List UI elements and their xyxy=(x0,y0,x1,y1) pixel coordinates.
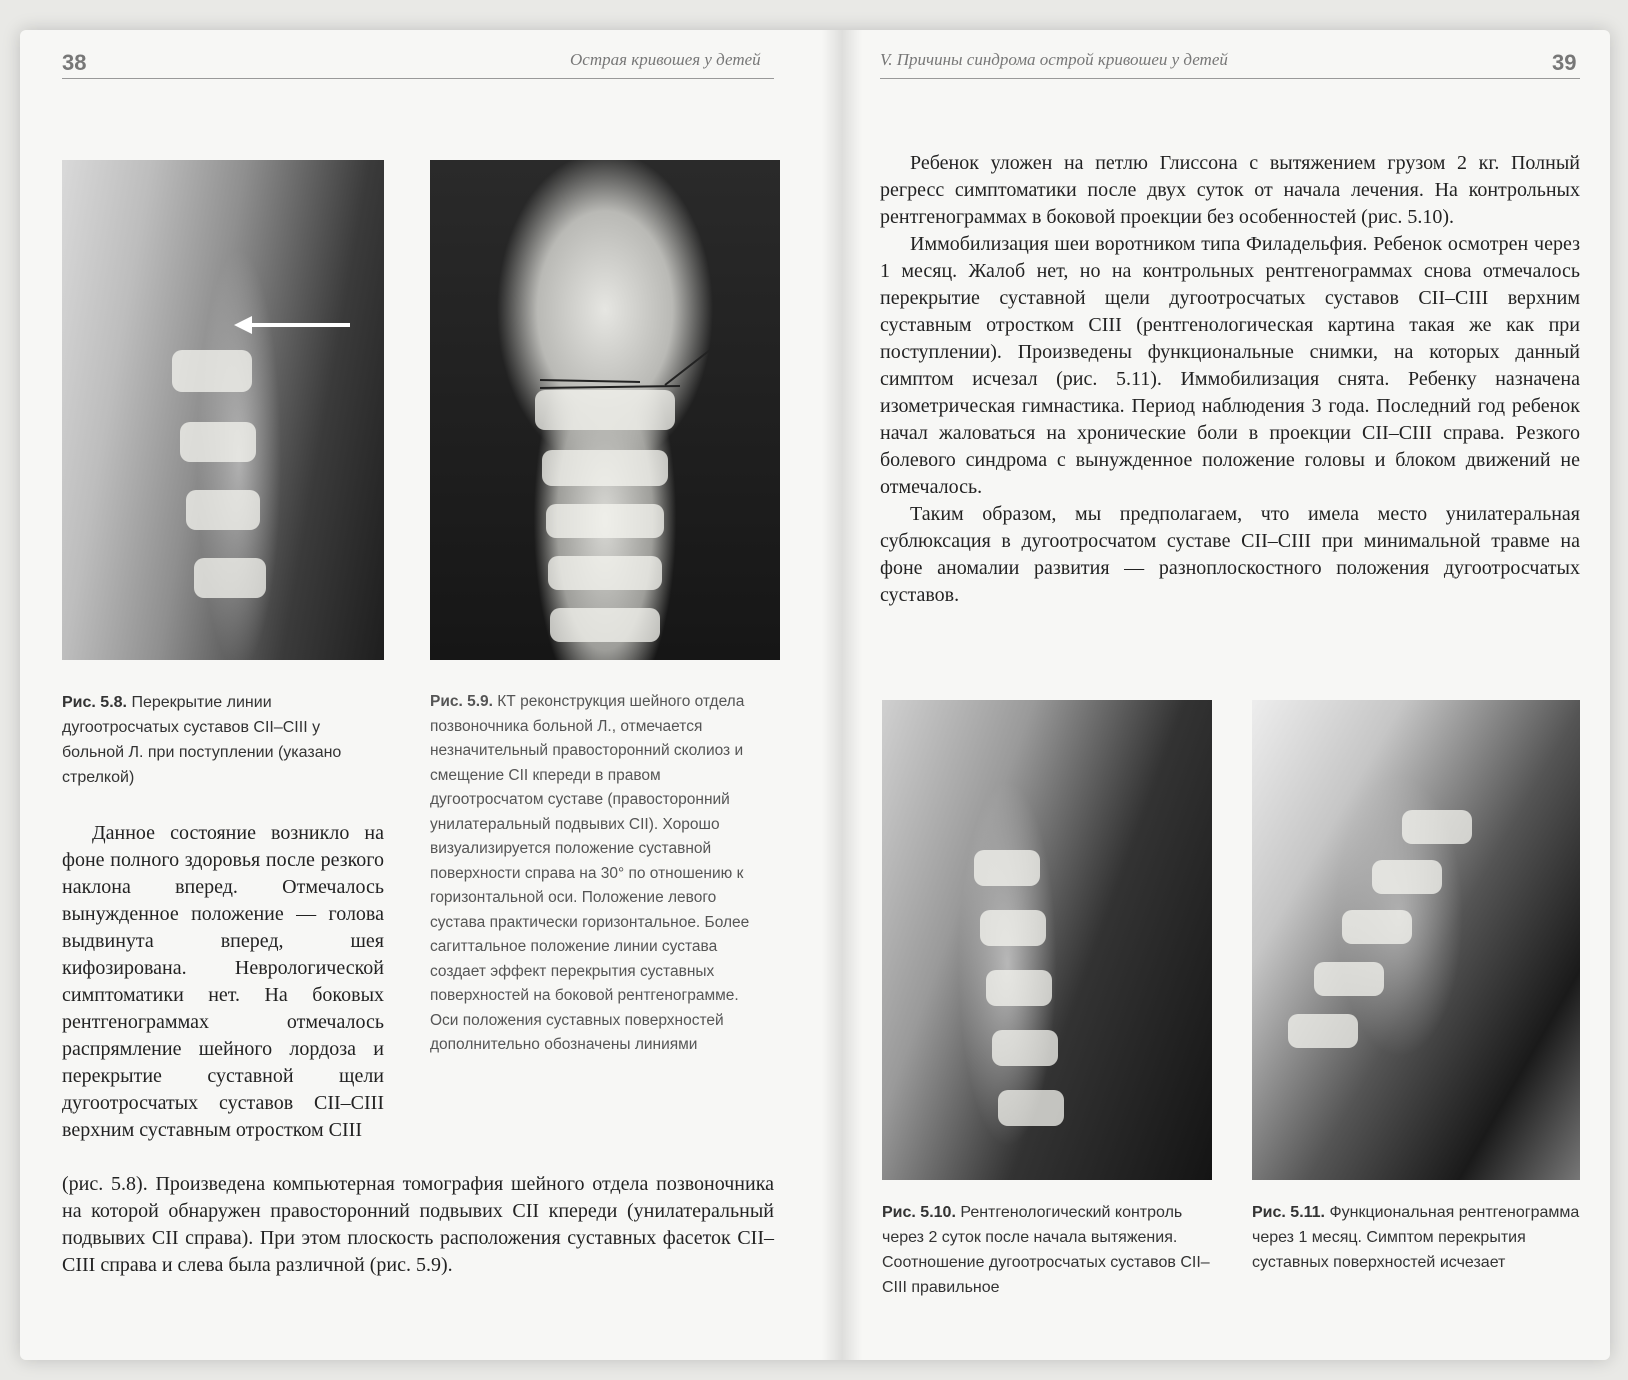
right-paragraph-3: Таким образом, мы предполагаем, что имела место унилатеральная сублюксация в дугоотросчатом суставе CII–CIII при минимальной травме на фоне аномалии развития — разноплоскостного положения дугоотросчатых суставов. xyxy=(880,503,1580,606)
figure-5-10-caption xyxy=(882,1200,1222,1300)
right-body xyxy=(880,150,1580,609)
figure-5-11-text: Функциональная рентгенограмма через 1 месяц. Симптом перекрытия суставных поверхностей исчезает xyxy=(1252,1204,1580,1271)
figure-5-10-label: Рис. 5.10. xyxy=(882,1204,956,1221)
right-paragraph-1: Ребенок уложен на петлю Глиссона с вытяжением грузом 2 кг. Полный регресс симптоматики после двух суток от начала лечения. На контрольных рентгенограммах в боковой проекции без особенностей (рис. 5.10). xyxy=(880,152,1580,228)
right-page-number: 39 xyxy=(1552,50,1577,75)
left-body-column-paragraph: Данное состояние возникло на фоне полного здоровья после резкого наклона вперед. Отмечалось вынужденное положение — голова выдвинута вперед, шея кифозирована. Неврологической симптоматики нет. На боковых рентгенограммах отмечалось распрямление шейного лордоза и перекрытие суставной щели дугоотросчатых суставов CII–CIII верхним суставным отростком CIII xyxy=(62,822,384,1141)
left-header-rule xyxy=(62,78,774,79)
figure-5-9-text: КТ реконструкция шейного отдела позвоночника больной Л., отмечается незначительный правосторонний сколиоз и смещение CII кпереди в правом дугоотросчатом суставе (правосторонний унилатеральный подвывих CII). Хорошо визуализируется положение суставной поверхности справа на 30° по отношению к горизонтальной оси. Положение левого сустава практически горизонтальное. Более сагиттальное положение линии сустава создает эффект перекрытия суставных поверхностей на боковой рентгенограмме. Оси положения суставных поверхностей дополнительно обозначены линиями xyxy=(430,693,750,1053)
figure-5-9-ct xyxy=(430,160,780,660)
figure-5-11-label: Рис. 5.11. xyxy=(1252,1204,1325,1221)
book-gutter xyxy=(822,30,862,1360)
right-paragraph-2: Иммобилизация шеи воротником типа Филадельфия. Ребенок осмотрен через 1 месяц. Жалоб нет, но на контрольных рентгенограммах снова отмечалось перекрытие суставной щели дугоотросчатых суставов CII–CIII верхним суставным отростком CIII (рентгенологическая картина такая же как при поступлении). Произведены функциональные снимки, на которых данный симптом исчезал (рис. 5.11). Иммобилизация снята. Ребенку назначена изометрическая гимнастика. Период наблюдения 3 года. Последний год ребенок начал жаловаться на хронические боли в проекции CII–CIII справа. Резкого болевого синдрома с вынужденное положение головы и блоком движений не отмечалось. xyxy=(880,233,1580,498)
figure-5-10-text: Рентгенологический контроль через 2 суток после начала вытяжения. Соотношение дугоотросчатых суставов CII–CIII правильное xyxy=(882,1204,1210,1296)
left-body-full-paragraph: (рис. 5.8). Произведена компьютерная томография шейного отдела позвоночника на которой обнаружен правосторонний подвывих CII кпереди (унилатеральный подвывих CII справа). При этом плоскость расположения суставных фасеток CII–CIII справа и слева была различной (рис. 5.9). xyxy=(62,1173,774,1276)
arrow-icon xyxy=(232,310,352,340)
figure-5-8-label: Рис. 5.8. xyxy=(62,694,127,711)
figure-5-10-xray xyxy=(882,700,1212,1180)
figure-5-8-text: Перекрытие линии дугоотросчатых суставов CII–CIII у больной Л. при поступлении (указано стрелкой) xyxy=(62,694,342,786)
figure-5-11-caption xyxy=(1252,1200,1582,1275)
figure-5-8-xray xyxy=(62,160,384,660)
right-running-title: V. Причины синдрома острой кривошеи у детей xyxy=(880,50,1228,69)
left-running-title: Острая кривошея у детей xyxy=(570,50,761,69)
left-body-column xyxy=(62,820,384,1144)
left-body-full xyxy=(62,1171,774,1279)
joint-axis-lines xyxy=(430,160,780,660)
figure-5-8-caption xyxy=(62,690,382,790)
figure-5-9-caption xyxy=(430,690,770,1058)
right-header-rule xyxy=(880,78,1580,79)
left-page-number: 38 xyxy=(62,50,87,75)
figure-5-11-xray xyxy=(1252,700,1580,1180)
figure-5-9-label: Рис. 5.9. xyxy=(430,693,493,710)
